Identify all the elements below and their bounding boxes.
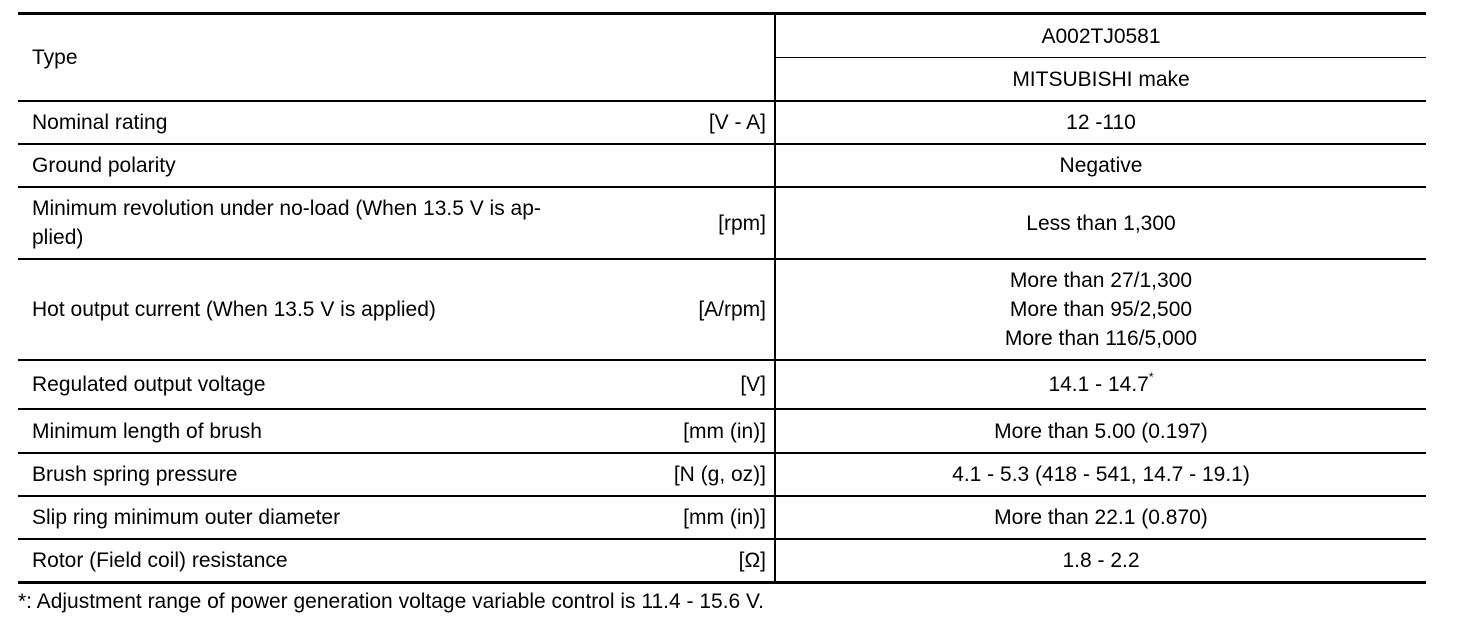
row-name: Rotor (Field coil) resistance: [18, 539, 611, 583]
row-value-text: 14.1 - 14.7: [1048, 373, 1149, 396]
row-name: Brush spring pressure: [18, 453, 611, 496]
type-make: MITSUBISHI make: [775, 58, 1426, 102]
row-value: More than 5.00 (0.197): [775, 409, 1426, 453]
type-model-number: A002TJ0581: [775, 14, 1426, 58]
alternator-spec-table: [18, 12, 1426, 584]
row-value-line-2: More than 95/2,500: [1009, 298, 1193, 321]
table-row-regulated-output-voltage: [18, 360, 1426, 409]
row-value: 4.1 - 5.3 (418 - 541, 14.7 - 19.1): [775, 453, 1426, 496]
row-value: [775, 259, 1426, 360]
footnote: *: Adjustment range of power generation voltage variable control is 11.4 - 15.6 V.: [18, 590, 764, 613]
table-row-ground-polarity: [18, 144, 1426, 187]
row-value: More than 22.1 (0.870): [775, 496, 1426, 539]
row-unit: [V - A]: [611, 101, 775, 144]
row-value: Less than 1,300: [775, 187, 1426, 259]
row-name: Regulated output voltage: [18, 360, 611, 409]
table-row-rotor-resistance: [18, 539, 1426, 583]
row-name: Hot output current (When 13.5 V is applied): [18, 259, 611, 360]
row-name-line-1: Minimum revolution under no-load (When 13.5 V is ap-: [32, 197, 541, 220]
table-row-minimum-brush-length: [18, 409, 1426, 453]
row-name: Slip ring minimum outer diameter: [18, 496, 611, 539]
row-unit: [mm (in)]: [611, 496, 775, 539]
row-value: 12 -110: [775, 101, 1426, 144]
row-unit: [mm (in)]: [611, 409, 775, 453]
table-row-type: [18, 14, 1426, 58]
row-name: Nominal rating: [18, 101, 611, 144]
row-name-line-2: plied): [32, 226, 84, 249]
row-name: Minimum length of brush: [18, 409, 611, 453]
row-value: 1.8 - 2.2: [775, 539, 1426, 583]
spec-sheet: [18, 12, 1426, 584]
row-value-line-1: More than 27/1,300: [1009, 269, 1193, 292]
row-value: Negative: [775, 144, 1426, 187]
table-row-nominal-rating: [18, 101, 1426, 144]
type-unit: [611, 14, 775, 102]
footnote-mark: *: [1148, 370, 1154, 384]
row-value: [775, 360, 1426, 409]
table-row-brush-spring-pressure: [18, 453, 1426, 496]
row-name: Ground polarity: [18, 144, 611, 187]
row-unit: [Ω]: [611, 539, 775, 583]
table-row-slip-ring-diameter: [18, 496, 1426, 539]
row-unit: [rpm]: [611, 187, 775, 259]
table-row-hot-output-current: [18, 259, 1426, 360]
row-unit: [611, 144, 775, 187]
row-unit: [V]: [611, 360, 775, 409]
row-unit: [N (g, oz)]: [611, 453, 775, 496]
table-row-minimum-revolution: [18, 187, 1426, 259]
row-name: [18, 187, 611, 259]
row-value-line-3: More than 116/5,000: [1004, 327, 1198, 350]
row-unit: [A/rpm]: [611, 259, 775, 360]
type-label: Type: [18, 14, 611, 102]
